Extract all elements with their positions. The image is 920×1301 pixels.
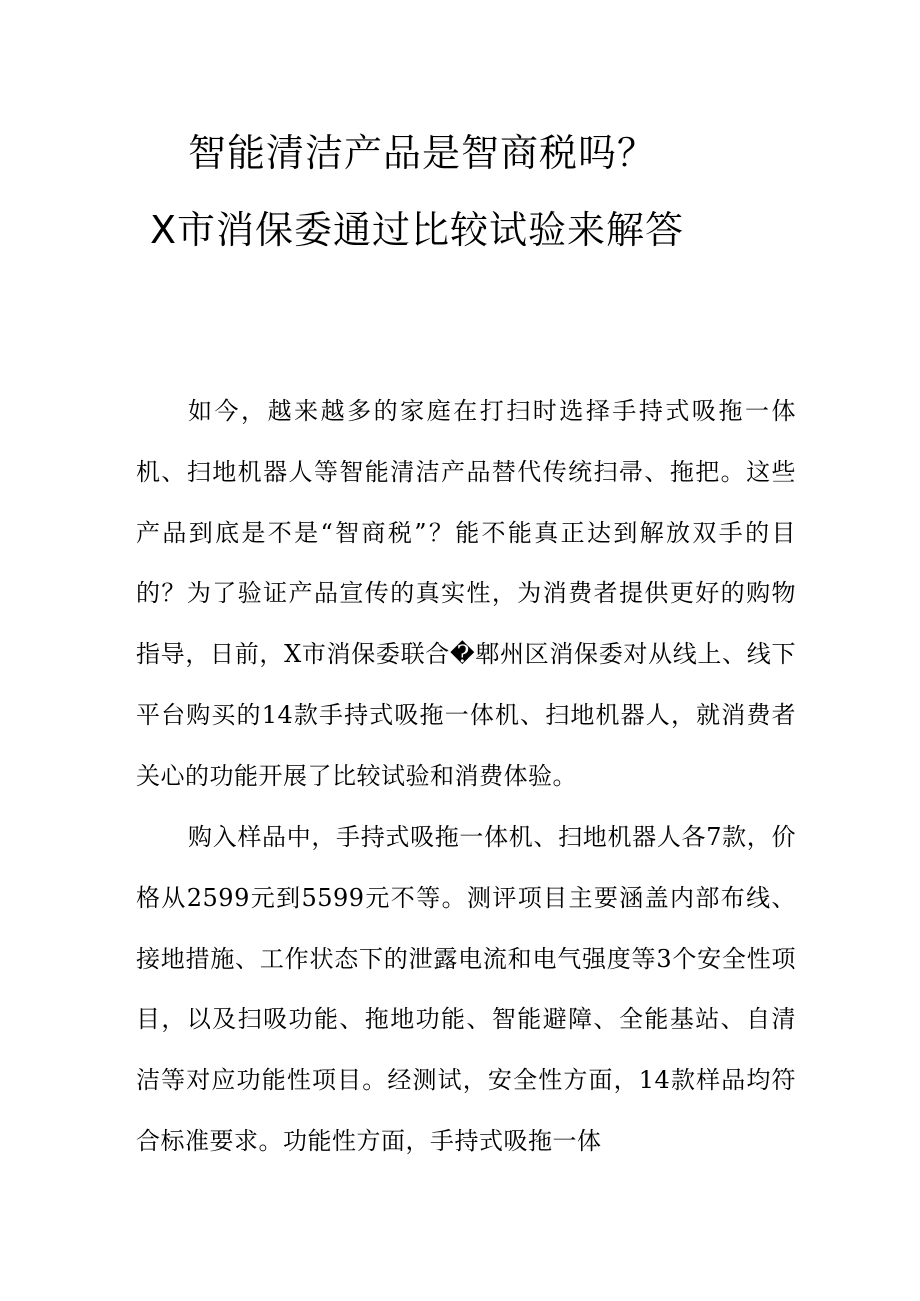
paragraph-2: 购入样品中，手持式吸拖一体机、扫地机器人各7款，价格从2599元到5599元不等。测评项目主要涵盖内部布线、接地措施、工作状态下的泄露电流和电气强度等3个安全性项目，以及扫吸功能、拖地功能、智能避障、全能基站、自清洁等对应功能性项目。经测试，安全性方面，14款样品均符合标准要求。功能性方面，手持式吸拖一体 <box>136 823 796 1155</box>
paragraph-1: 如今，越来越多的家庭在打扫时选择手持式吸拖一体机、扫地机器人等智能清洁产品替代传统扫帚、拖把。这些产品到底是不是“智商税”？能不能真正达到解放双手的目的？为了验证产品宣传的真实性，为消费者提供更好的购物指导，日前，X市消保委联合�郫州区消保委对从线上、线下平台购买的14款手持式吸拖一体机、扫地机器人，就消费者关心的功能开展了比较试验和消费体验。 <box>136 397 796 790</box>
title-line-1: 智能清洁产品是智商税吗？ <box>188 131 657 175</box>
title-line-2: X市消保委通过比较试验来解答 <box>150 208 685 252</box>
